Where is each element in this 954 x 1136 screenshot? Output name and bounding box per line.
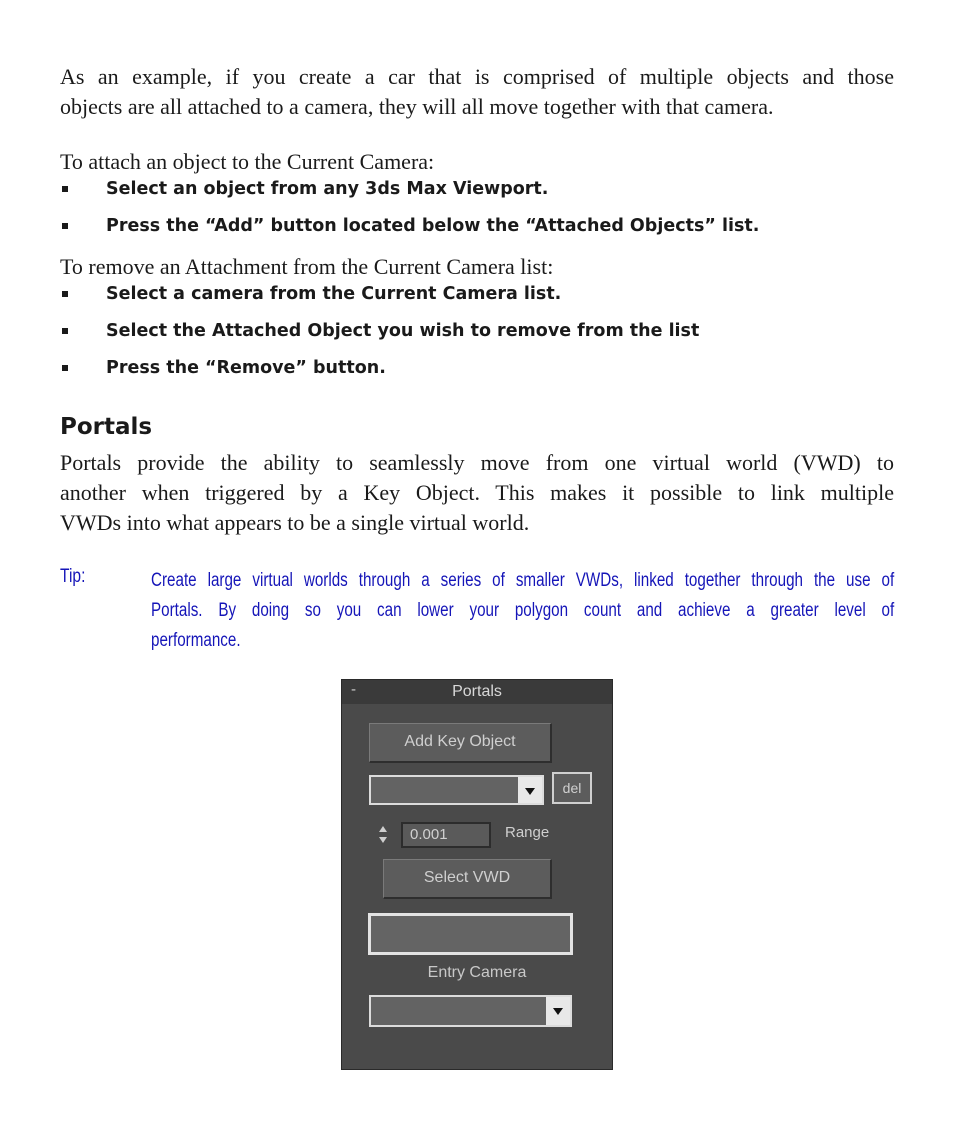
attach-intro: To attach an object to the Current Camera: bbox=[60, 149, 435, 174]
tip-label: Tip: bbox=[60, 566, 86, 587]
range-spinner[interactable] bbox=[377, 823, 389, 847]
remove-step-text: Select the Attached Object you wish to remove from the list bbox=[106, 321, 700, 341]
bullet-square-icon bbox=[62, 186, 68, 192]
vwd-name-field[interactable] bbox=[368, 913, 573, 955]
tip-line bbox=[151, 626, 745, 656]
spinner-up-icon[interactable] bbox=[379, 826, 387, 832]
remove-intro: To remove an Attachment from the Current Camera list: bbox=[60, 254, 554, 279]
tip-line-text: performance. bbox=[151, 630, 241, 651]
portals-line: Portals provide the ability to seamlessly move from one virtual world (VWD) to bbox=[60, 450, 894, 475]
intro-line: objects are all attached to a camera, they will all move together with that camera. bbox=[60, 94, 774, 119]
chevron-down-icon[interactable] bbox=[518, 777, 542, 803]
select-vwd-button[interactable]: Select VWD bbox=[383, 859, 552, 899]
bullet-square-icon bbox=[62, 365, 68, 371]
bullet-square-icon bbox=[62, 223, 68, 229]
entry-camera-label: Entry Camera bbox=[427, 964, 527, 981]
tip-line bbox=[151, 596, 894, 626]
add-key-object-button[interactable]: Add Key Object bbox=[369, 723, 552, 763]
key-object-dropdown[interactable] bbox=[369, 775, 544, 805]
tip-line-text: Portals. By doing so you can lower your polygon count and achieve a greater level of bbox=[151, 600, 895, 621]
collapse-icon[interactable]: - bbox=[351, 682, 357, 698]
spinner-down-icon[interactable] bbox=[379, 837, 387, 843]
range-label: Range bbox=[505, 824, 550, 841]
bullet-square-icon bbox=[62, 291, 68, 297]
tip-line bbox=[151, 566, 894, 596]
del-button[interactable]: del bbox=[552, 772, 592, 804]
intro-paragraph bbox=[60, 62, 894, 122]
tip-text bbox=[151, 566, 894, 656]
portals-paragraph bbox=[60, 448, 894, 538]
attach-step-text: Press the “Add” button located below the “Attached Objects” list. bbox=[106, 216, 760, 236]
remove-step-text: Select a camera from the Current Camera list. bbox=[106, 284, 562, 304]
entry-camera-dropdown[interactable] bbox=[369, 995, 572, 1027]
range-input[interactable]: 0.001 bbox=[401, 822, 491, 848]
panel-header[interactable] bbox=[342, 680, 612, 704]
portals-line: VWDs into what appears to be a single virtual world. bbox=[60, 510, 530, 535]
remove-step-text: Press the “Remove” button. bbox=[106, 358, 386, 378]
attach-step-text: Select an object from any 3ds Max Viewport. bbox=[106, 179, 549, 199]
panel-title: Portals bbox=[452, 683, 502, 700]
chevron-down-icon[interactable] bbox=[546, 997, 570, 1025]
bullet-square-icon bbox=[62, 328, 68, 334]
portals-heading: Portals bbox=[60, 414, 153, 440]
intro-line: As an example, if you create a car that is comprised of multiple objects and those bbox=[60, 64, 894, 89]
portals-line: another when triggered by a Key Object. This makes it possible to link multiple bbox=[60, 480, 894, 505]
tip-line-text: Create large virtual worlds through a series of smaller VWDs, linked together through the use of bbox=[151, 570, 895, 591]
